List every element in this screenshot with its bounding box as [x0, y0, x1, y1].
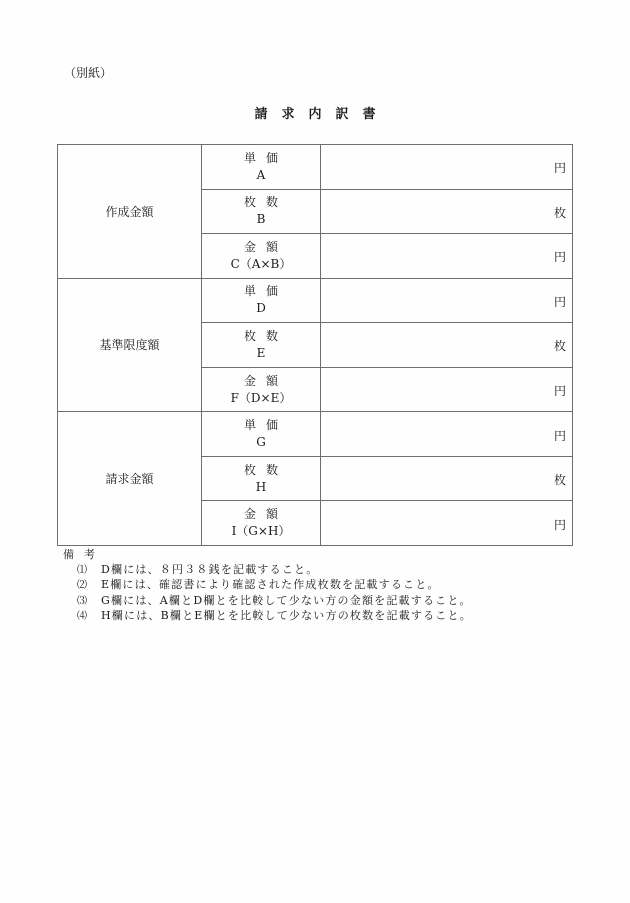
value-cell-E[interactable]: [321, 323, 573, 368]
remarks-section: [63, 548, 472, 625]
unit-label: 枚: [553, 339, 566, 354]
value-cell-D[interactable]: [321, 278, 573, 323]
value-cell-I[interactable]: [321, 501, 573, 546]
item-label: 枚数 H: [202, 456, 321, 501]
document-title: 請求内訳書: [254, 107, 390, 122]
item-label: 単価 A: [202, 145, 321, 190]
value-cell-A[interactable]: [321, 145, 573, 190]
remark-item: ⑷ H欄には、B欄とE欄とを比較して少ない方の枚数を記載すること。: [77, 609, 472, 622]
attachment-label: （別紙）: [64, 66, 113, 80]
unit-label: 円: [553, 428, 566, 443]
unit-label: 円: [553, 294, 566, 309]
group-label-billing: 請求金額: [58, 412, 202, 546]
item-label: 金額 I（G×H）: [202, 501, 321, 546]
remark-item: ⑶ G欄には、A欄とD欄とを比較して少ない方の金額を記載すること。: [77, 593, 472, 607]
item-label: 金額 C（A×B）: [202, 234, 321, 279]
group-label-standard-limit: 基準限度額: [58, 278, 202, 412]
unit-label: 枚: [553, 205, 566, 220]
group-label-production: 作成金額: [58, 145, 202, 279]
breakdown-table: [57, 144, 573, 546]
table-row: [58, 412, 573, 457]
value-cell-F[interactable]: [321, 367, 573, 412]
value-cell-C[interactable]: [321, 234, 573, 279]
item-label: 枚数 E: [202, 323, 321, 368]
unit-label: 枚: [553, 473, 566, 488]
remark-item: ⑵ E欄には、確認書により確認された作成枚数を記載すること。: [77, 578, 440, 591]
remarks-title: 備考: [63, 548, 105, 561]
item-label: 単価 D: [202, 278, 321, 323]
remark-item: ⑴ D欄には、８円３８銭を記載すること。: [77, 562, 319, 576]
unit-label: 円: [553, 161, 566, 176]
table-row: [58, 145, 573, 190]
table-row: [58, 278, 573, 323]
item-label: 単価 G: [202, 412, 321, 457]
unit-label: 円: [553, 517, 566, 532]
value-cell-H[interactable]: [321, 456, 573, 501]
value-cell-G[interactable]: [321, 412, 573, 457]
item-label: 枚数 B: [202, 189, 321, 234]
item-label: 金額 F（D×E）: [202, 367, 321, 412]
unit-label: 円: [553, 250, 566, 265]
unit-label: 円: [553, 384, 566, 398]
value-cell-B[interactable]: [321, 189, 573, 234]
